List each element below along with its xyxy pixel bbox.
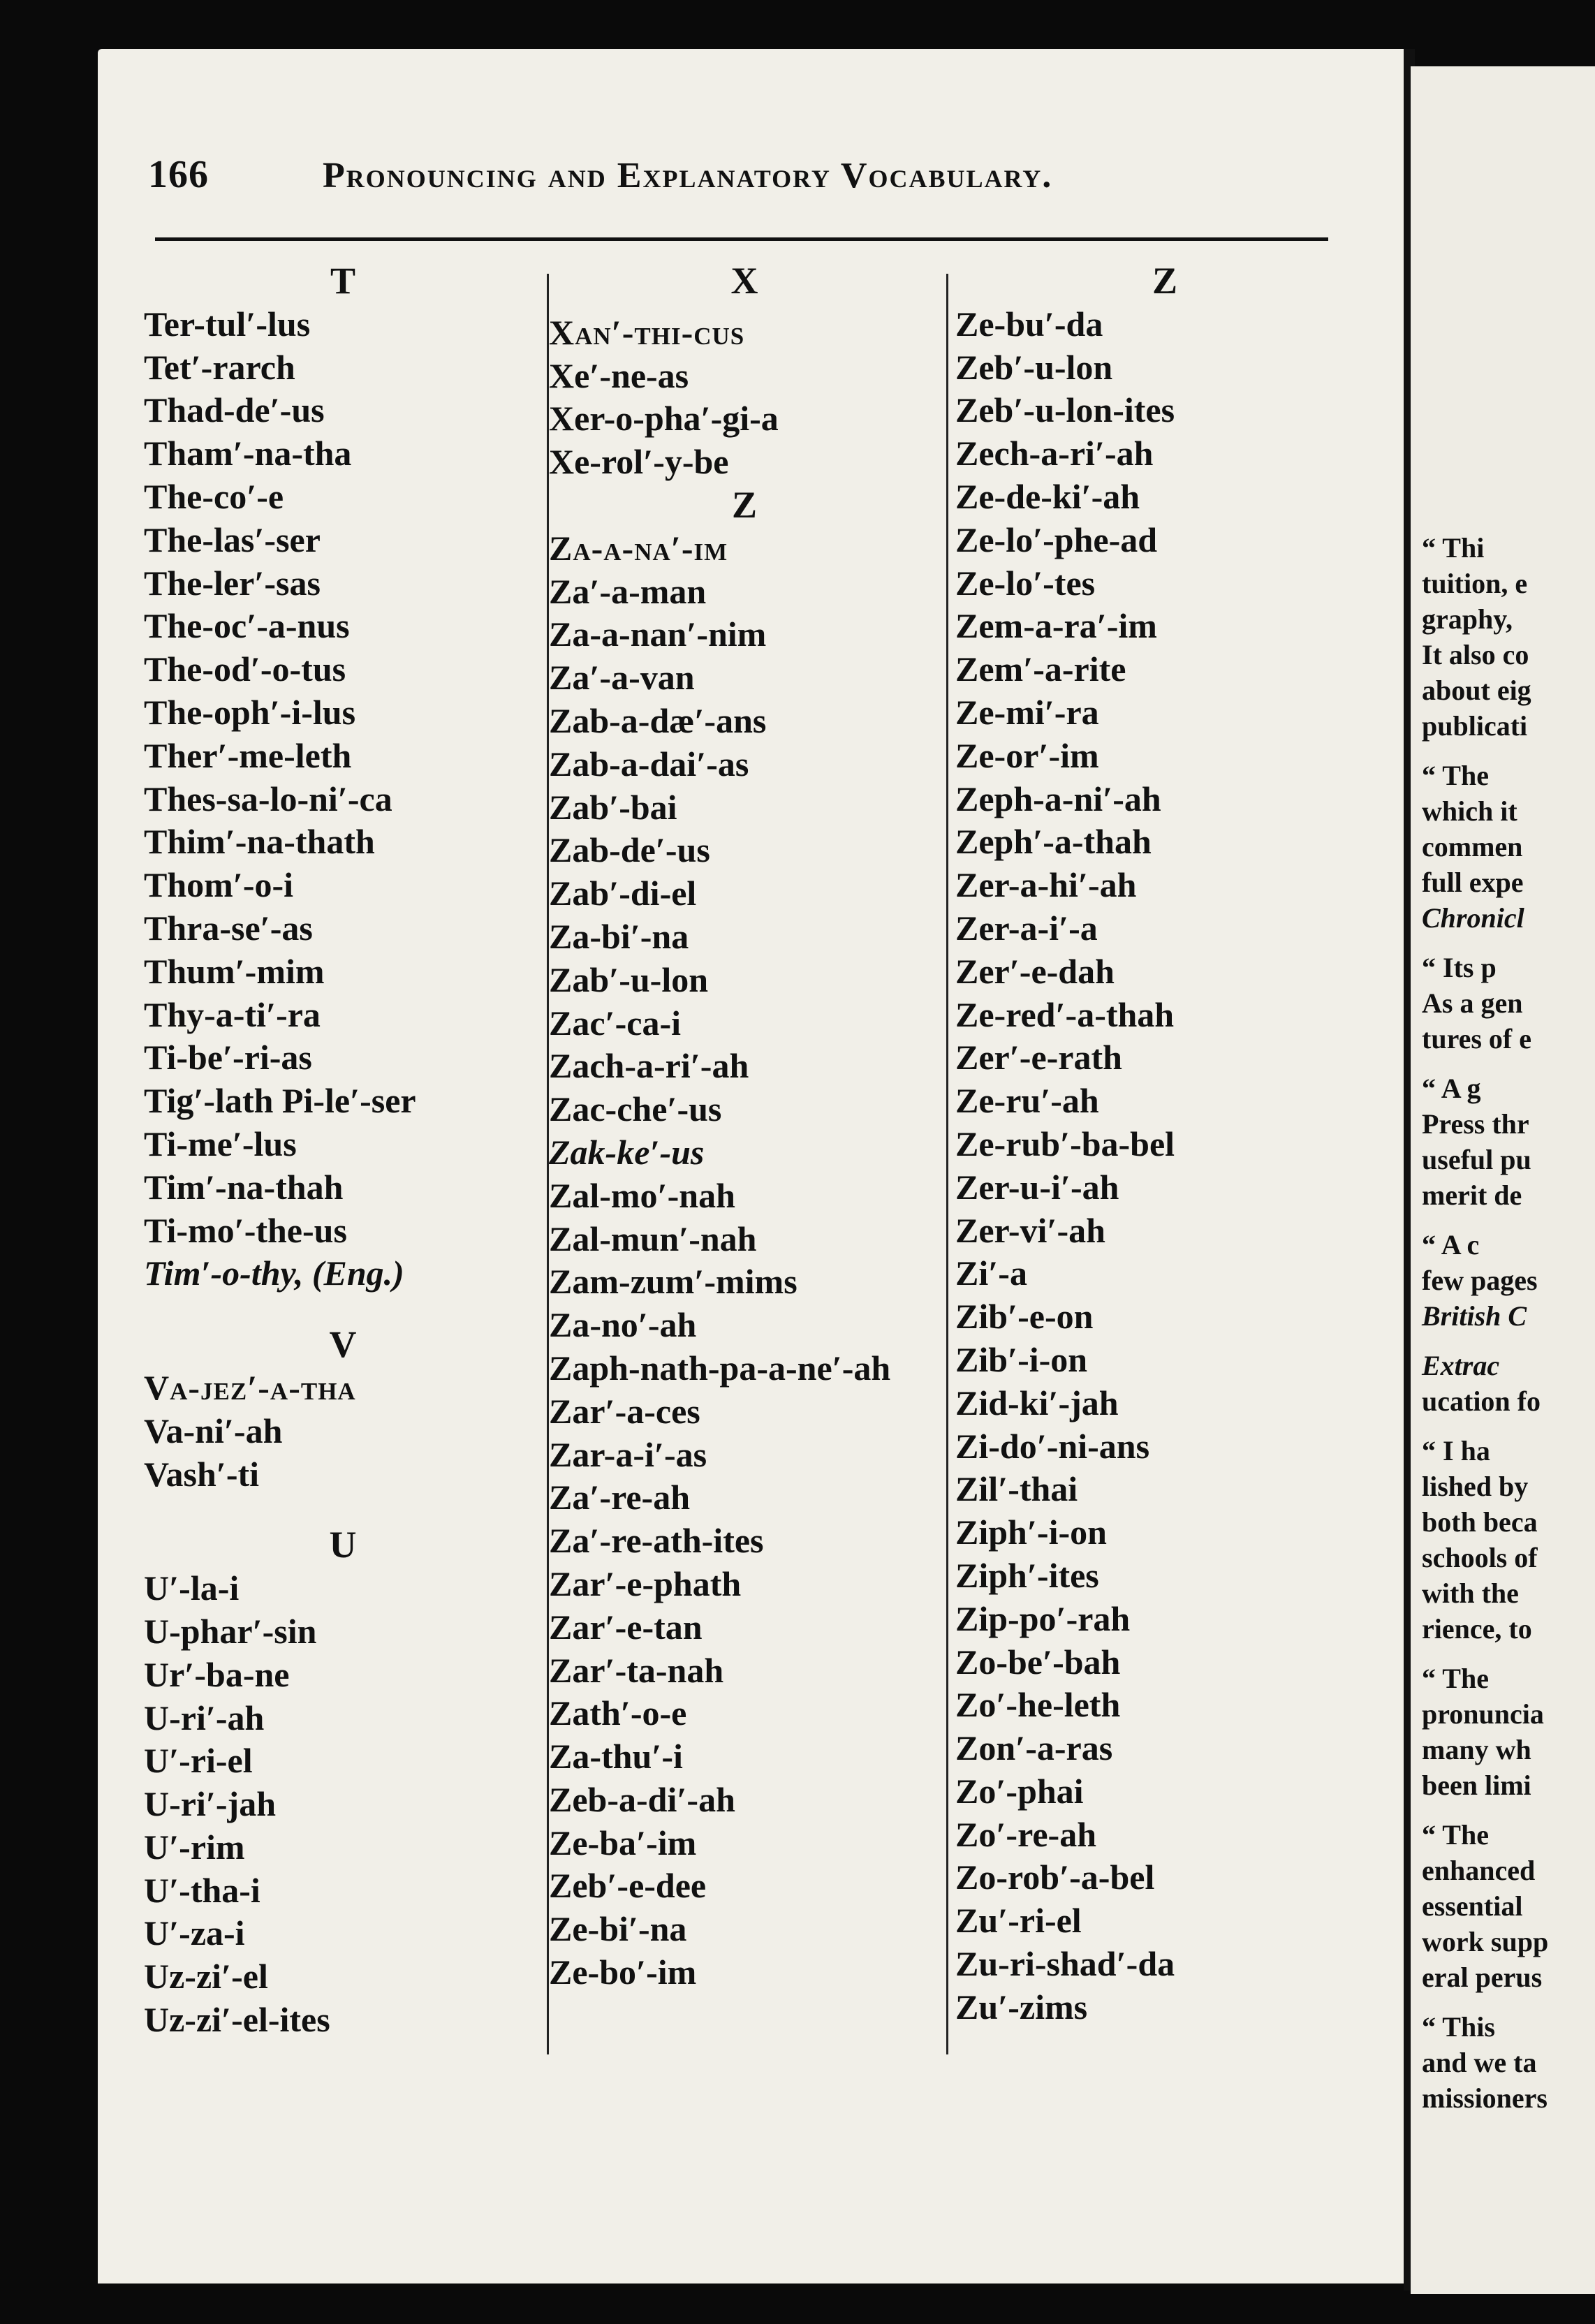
facing-page-line: “ Its p: [1422, 952, 1497, 983]
vocabulary-entry: Zath′-o-e: [549, 1693, 687, 1733]
vocabulary-entry: Zem-a-ra′-im: [955, 606, 1157, 646]
vocabulary-entry: Ze-rub′-ba-bel: [955, 1124, 1175, 1163]
letter-heading: Z: [731, 483, 758, 526]
facing-page-line: with the: [1422, 1577, 1519, 1609]
vocabulary-entry: Thom′-o-i: [144, 865, 294, 905]
vocabulary-entry: Tim′-na-thah: [144, 1167, 344, 1207]
vocabulary-entry: Thy-a-ti′-ra: [144, 994, 321, 1034]
vocabulary-entry: U-phar′-sin: [144, 1611, 317, 1651]
page-number: 166: [148, 153, 209, 196]
vocabulary-entry: Za-a-nan′-nim: [549, 615, 767, 654]
vocabulary-entry: Ti-me′-lus: [144, 1124, 297, 1163]
facing-page-line: As a gen: [1422, 987, 1523, 1019]
vocabulary-entry: Zar-a-i′-as: [549, 1434, 707, 1474]
facing-page-line: missioners: [1422, 2082, 1548, 2114]
vocabulary-entry: Zar′-e-tan: [549, 1607, 703, 1647]
vocabulary-entry: U-ri′-ah: [144, 1698, 265, 1737]
vocabulary-entry: Zal-mo′-nah: [549, 1175, 735, 1215]
facing-page-line: Chronicl: [1422, 902, 1524, 934]
vocabulary-entry: Ze-bu′-da: [955, 304, 1103, 344]
facing-page-line: eral perus: [1422, 1962, 1543, 1993]
vocabulary-entry: Za-no′-ah: [549, 1305, 697, 1345]
vocabulary-entry: The-co′-e: [144, 476, 284, 516]
facing-page-line: few pages: [1422, 1265, 1538, 1296]
letter-heading: U: [329, 1524, 357, 1566]
vocabulary-entry: Thum′-mim: [144, 951, 325, 991]
vocabulary-entry: Zon′-a-ras: [955, 1728, 1113, 1768]
facing-page-line: full expe: [1422, 867, 1524, 898]
vocabulary-entry: Va-jez′-a-tha: [144, 1367, 356, 1407]
vocabulary-entry: Ur′-ba-ne: [144, 1654, 290, 1694]
vocabulary-entry: Za-bi′-na: [549, 916, 689, 956]
facing-page-line: publicati: [1422, 710, 1528, 742]
facing-page-line: merit de: [1422, 1179, 1522, 1211]
facing-page-line: Press thr: [1422, 1108, 1529, 1140]
facing-page-line: lished by: [1422, 1471, 1529, 1502]
vocabulary-entry: The-las′-ser: [144, 520, 321, 559]
vocabulary-entry: Zeb-a-di′-ah: [549, 1779, 735, 1819]
facing-page-line: both beca: [1422, 1506, 1538, 1538]
vocabulary-entry: Ze-red′-a-thah: [955, 994, 1175, 1034]
letter-heading: T: [330, 260, 356, 302]
vocabulary-entry: Ze-lo′-tes: [955, 563, 1096, 603]
vocabulary-entry: Tig′-lath Pi-le′-ser: [144, 1081, 416, 1121]
vocabulary-entry: Zu-ri-shad′-da: [955, 1944, 1175, 1984]
vocabulary-entry: Zaph-nath-pa-a-ne′-ah: [549, 1348, 891, 1388]
facing-page-line: which it: [1422, 795, 1517, 827]
vocabulary-entry: Ther′-me-leth: [144, 735, 352, 775]
facing-page-line: “ This: [1422, 2011, 1495, 2043]
facing-page-line: useful pu: [1422, 1144, 1531, 1175]
vocabulary-entry: U′-za-i: [144, 1913, 245, 1953]
facing-page-line: “ The: [1422, 1819, 1489, 1851]
vocabulary-entry: Zo′-he-leth: [955, 1685, 1121, 1725]
vocabulary-entry: Zar′-a-ces: [549, 1391, 700, 1431]
facing-page: [1411, 66, 1595, 2294]
vocabulary-entry: Xer-o-pha′-gi-a: [549, 399, 779, 439]
vocabulary-entry: Ze-ba′-im: [549, 1823, 697, 1862]
facing-page-line: It also co: [1422, 639, 1529, 670]
vocabulary-entry: Zu′-zims: [955, 1987, 1088, 2027]
vocabulary-entry: Thim′-na-thath: [144, 822, 375, 862]
vocabulary-entry: Zem′-a-rite: [955, 649, 1126, 689]
vocabulary-entry: Zid-ki′-jah: [955, 1383, 1119, 1422]
vocabulary-entry: Zer-vi′-ah: [955, 1210, 1105, 1250]
vocabulary-entry: Zac-che′-us: [549, 1089, 722, 1129]
vocabulary-entry: Zo-rob′-a-bel: [955, 1858, 1155, 1897]
facing-page-line: about eig: [1422, 675, 1531, 706]
vocabulary-entry: Za-thu′-i: [549, 1737, 683, 1777]
vocabulary-entry: Za′-re-ath-ites: [549, 1521, 764, 1561]
running-head: Pronouncing and Explanatory Vocabulary.: [323, 156, 1053, 196]
vocabulary-column: [144, 260, 542, 2042]
facing-page-line: graphy,: [1422, 603, 1513, 635]
vocabulary-entry: Tim′-o-thy, (Eng.): [144, 1253, 404, 1293]
vocabulary-entry: The-od′-o-tus: [144, 649, 346, 689]
facing-page-line: enhanced: [1422, 1855, 1536, 1886]
vocabulary-entry: U′-ri-el: [144, 1741, 253, 1781]
vocabulary-entry: Vash′-ti: [144, 1454, 260, 1494]
vocabulary-entry: Zeph-a-ni′-ah: [955, 779, 1161, 818]
vocabulary-entry: Zab-a-dai′-as: [549, 744, 749, 784]
vocabulary-entry: Zeb′-e-dee: [549, 1866, 707, 1906]
facing-page-line: tuition, e: [1422, 568, 1528, 599]
vocabulary-entry: Uz-zi′-el-ites: [144, 2000, 330, 2040]
vocabulary-entry: Zer-a-i′-a: [955, 908, 1098, 948]
facing-page-line: British C: [1422, 1300, 1527, 1332]
vocabulary-entry: Tet′-rarch: [144, 347, 295, 387]
vocabulary-entry: Zab′-bai: [549, 787, 677, 827]
vocabulary-entry: Zab′-di-el: [549, 874, 697, 913]
vocabulary-entry: The-ler′-sas: [144, 563, 321, 603]
vocabulary-entry: Zu′-ri-el: [955, 1901, 1082, 1941]
vocabulary-entry: Ziph′-ites: [955, 1555, 1099, 1595]
vocabulary-entry: U′-rim: [144, 1827, 245, 1867]
vocabulary-entry: Za-a-na′-im: [549, 528, 728, 568]
vocabulary-entry: Za′-a-van: [549, 658, 695, 698]
letter-heading: V: [329, 1323, 357, 1366]
vocabulary-entry: U′-la-i: [144, 1568, 240, 1608]
facing-page-line: schools of: [1422, 1542, 1538, 1573]
facing-page-line: many wh: [1422, 1734, 1531, 1765]
vocabulary-entry: Ze-de-ki′-ah: [955, 476, 1140, 516]
letter-heading: X: [730, 260, 758, 302]
facing-page-line: tures of e: [1422, 1023, 1531, 1054]
vocabulary-entry: Ze-mi′-ra: [955, 692, 1099, 732]
vocabulary-entry: Zo′-re-ah: [955, 1814, 1097, 1854]
vocabulary-entry: Zak-ke′-us: [549, 1132, 705, 1172]
facing-page-line: ucation fo: [1422, 1385, 1541, 1417]
vocabulary-entry: U′-tha-i: [144, 1870, 260, 1910]
vocabulary-entry: Zab′-u-lon: [549, 959, 709, 999]
facing-page-line: been limi: [1422, 1770, 1531, 1801]
vocabulary-entry: Tham′-na-tha: [144, 434, 352, 473]
vocabulary-entry: Zeph′-a-thah: [955, 822, 1152, 862]
vocabulary-entry: The-oph′-i-lus: [144, 692, 356, 732]
vocabulary-entry: Zam-zum′-mims: [549, 1262, 798, 1302]
vocabulary-entry: Zi-do′-ni-ans: [955, 1426, 1150, 1466]
vocabulary-entry: The-oc′-a-nus: [144, 606, 350, 646]
vocabulary-entry: Ze-or′-im: [955, 735, 1099, 775]
facing-page-line: “ A c: [1422, 1229, 1480, 1260]
vocabulary-entry: Zer-a-hi′-ah: [955, 865, 1137, 905]
vocabulary-column: [955, 260, 1374, 2029]
vocabulary-entry: Ze-bo′-im: [549, 1952, 697, 1992]
vocabulary-entry: Zer-u-i′-ah: [955, 1167, 1119, 1207]
vocabulary-entry: Za′-re-ah: [549, 1478, 691, 1517]
vocabulary-entry: Xan′-thi-cus: [549, 312, 745, 352]
vocabulary-entry: Zer′-e-dah: [955, 951, 1115, 991]
vocabulary-entry: Ze-ru′-ah: [955, 1081, 1099, 1121]
vocabulary-entry: Zech-a-ri′-ah: [955, 434, 1154, 473]
vocabulary-entry: Zar′-ta-nah: [549, 1650, 724, 1690]
vocabulary-entry: Zib′-e-on: [955, 1297, 1094, 1337]
vocabulary-entry: Zo-be′-bah: [955, 1642, 1121, 1682]
vocabulary-entry: Zer′-e-rath: [955, 1038, 1122, 1078]
facing-page-line: “ The: [1422, 760, 1489, 791]
facing-page-line: pronuncia: [1422, 1698, 1544, 1730]
vocabulary-column: [549, 260, 940, 1994]
vocabulary-entry: Zac′-ca-i: [549, 1003, 681, 1043]
vocabulary-entry: Zar′-e-phath: [549, 1564, 742, 1603]
facing-page-line: Extrac: [1422, 1350, 1500, 1381]
vocabulary-entry: Ze-bi′-na: [549, 1909, 687, 1949]
vocabulary-entry: Zal-mun′-nah: [549, 1219, 757, 1258]
vocabulary-entry: Ter-tul′-lus: [144, 304, 311, 344]
vocabulary-entry: Thes-sa-lo-ni′-ca: [144, 779, 392, 818]
vocabulary-entry: Zib′-i-on: [955, 1339, 1088, 1379]
vocabulary-entry: Zach-a-ri′-ah: [549, 1046, 749, 1086]
vocabulary-entry: Zab-a-dæ′-ans: [549, 700, 767, 740]
vocabulary-entry: Zi′-a: [955, 1253, 1027, 1293]
vocabulary-entry: Ti-be′-ri-as: [144, 1038, 312, 1078]
letter-heading: Z: [1152, 260, 1178, 302]
facing-page-line: commen: [1422, 831, 1523, 862]
facing-page-line: “ A g: [1422, 1073, 1481, 1104]
header-rule: [155, 237, 1328, 241]
facing-page-line: essential: [1422, 1890, 1523, 1922]
vocabulary-entry: Ziph′-i-on: [955, 1513, 1107, 1552]
vocabulary-entry: Zeb′-u-lon-ites: [955, 390, 1175, 430]
vocabulary-entry: Va-ni′-ah: [144, 1411, 283, 1450]
vocabulary-entry: Thra-se′-as: [144, 908, 313, 948]
facing-page-line: work supp: [1422, 1926, 1549, 1957]
facing-page-line: “ I ha: [1422, 1435, 1490, 1466]
vocabulary-entry: Za′-a-man: [549, 571, 707, 611]
facing-page-line: rience, to: [1422, 1613, 1532, 1645]
vocabulary-entry: Thad-de′-us: [144, 390, 325, 430]
vocabulary-entry: Zip-po′-rah: [955, 1598, 1131, 1638]
vocabulary-entry: Ti-mo′-the-us: [144, 1210, 347, 1250]
vocabulary-entry: Zab-de′-us: [549, 830, 710, 870]
vocabulary-entry: Uz-zi′-el: [144, 1957, 268, 1996]
vocabulary-entry: Ze-lo′-phe-ad: [955, 520, 1158, 559]
vocabulary-entry: U-ri′-jah: [144, 1784, 277, 1824]
vocabulary-entry: Zil′-thai: [955, 1469, 1078, 1509]
vocabulary-entry: Zeb′-u-lon: [955, 347, 1113, 387]
vocabulary-entry: Xe′-ne-as: [549, 355, 689, 395]
facing-page-line: and we ta: [1422, 2047, 1537, 2078]
vocabulary-entry: Xe-rol′-y-be: [549, 442, 729, 482]
column-divider: [946, 274, 948, 2054]
vocabulary-entry: Zo′-phai: [955, 1771, 1084, 1811]
facing-page-line: “ The: [1422, 1663, 1489, 1694]
facing-page-line: “ Thi: [1422, 532, 1485, 564]
